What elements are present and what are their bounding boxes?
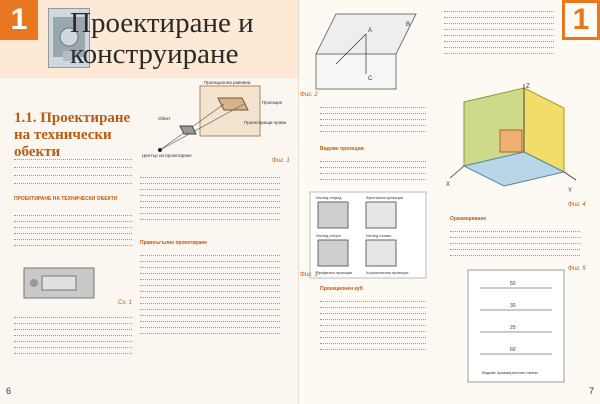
projection-diagram: [140, 80, 287, 158]
caption-fig-4: Фиг. 4: [568, 202, 586, 208]
caption-fig-2: Фиг. 2: [300, 92, 318, 98]
body-paragraph-4: [140, 250, 280, 370]
body-paragraph-3: [140, 172, 280, 232]
point-projection-diagram: [306, 4, 426, 94]
body-paragraph-6: [320, 156, 426, 186]
chapter-number-tab: 1: [0, 0, 38, 40]
views-diagram: [308, 190, 428, 280]
subhead-dimensioning: Оразмеряване: [450, 216, 487, 222]
label-object: Обект: [158, 116, 171, 121]
body-paragraph-9: [450, 226, 580, 266]
body-paragraph-2: [14, 312, 132, 372]
proj-horizontal: Хоризонтална проекция: [366, 271, 409, 275]
block-heading: ПРОЕКТИРАНЕ НА ТЕХНИЧЕСКИ ОБЕКТИ: [14, 196, 118, 202]
page-number-right: 7: [588, 386, 594, 396]
section-title: 1.1. Проектиране на технически обекти: [14, 110, 131, 160]
caption-fig-1: Фиг. 1: [272, 158, 290, 164]
dim-value-1: 50: [510, 281, 516, 287]
page-number-left: 6: [6, 386, 12, 396]
body-paragraph-8: [444, 6, 554, 76]
point-c: C: [368, 76, 373, 82]
view-front: Изглед отпред: [316, 196, 342, 200]
point-a: A: [368, 28, 373, 34]
dim-value-4: 60: [510, 347, 516, 353]
label-projection: Проекция: [262, 100, 283, 105]
label-projection-plane: Проекционна равнина: [204, 80, 251, 85]
view-left: Изглед отляво: [366, 234, 392, 238]
dim-caption: Видове оразмерителни линии: [482, 370, 538, 375]
dimension-lines-diagram: [466, 268, 566, 388]
right-page: [300, 0, 600, 404]
point-b: B: [406, 22, 411, 28]
label-projecting-lines: Проектиращи прави: [244, 120, 287, 125]
subhead-orthographic: Правоъгълно проектиране: [140, 240, 208, 246]
body-paragraph-7: [320, 296, 426, 376]
dim-value-3: 20: [510, 325, 516, 331]
page-title: [70, 8, 254, 70]
label-center: Център на проектиране: [142, 153, 192, 158]
intro-paragraph: [14, 156, 132, 192]
body-paragraph-5: [320, 102, 426, 142]
axis-x: X: [446, 182, 451, 188]
view-top: Изглед отгоре: [316, 234, 341, 238]
subhead-cube: Проекционен куб: [320, 286, 363, 292]
title-line-1: Проектиране и: [70, 7, 254, 39]
subhead-views: Видове проекции: [320, 146, 364, 152]
caption-fig-3: Фиг. 3: [300, 272, 318, 278]
body-paragraph-1: [14, 210, 132, 260]
axis-z: Z: [526, 84, 530, 90]
title-line-2: конструиране: [70, 38, 239, 70]
dim-value-2: 30: [510, 303, 516, 309]
projection-cube-diagram: [444, 82, 580, 200]
axis-y: Y: [568, 188, 573, 194]
proj-profile: Профилна проекция: [316, 271, 353, 275]
chapter-number-tab-right: 1: [562, 0, 600, 40]
proj-frontal: Фронтална проекция: [366, 196, 403, 200]
bracket-figure: [14, 262, 114, 306]
caption-sh-1: Сх. 1: [118, 300, 133, 306]
caption-fig-5: Фиг. 5: [568, 266, 586, 272]
